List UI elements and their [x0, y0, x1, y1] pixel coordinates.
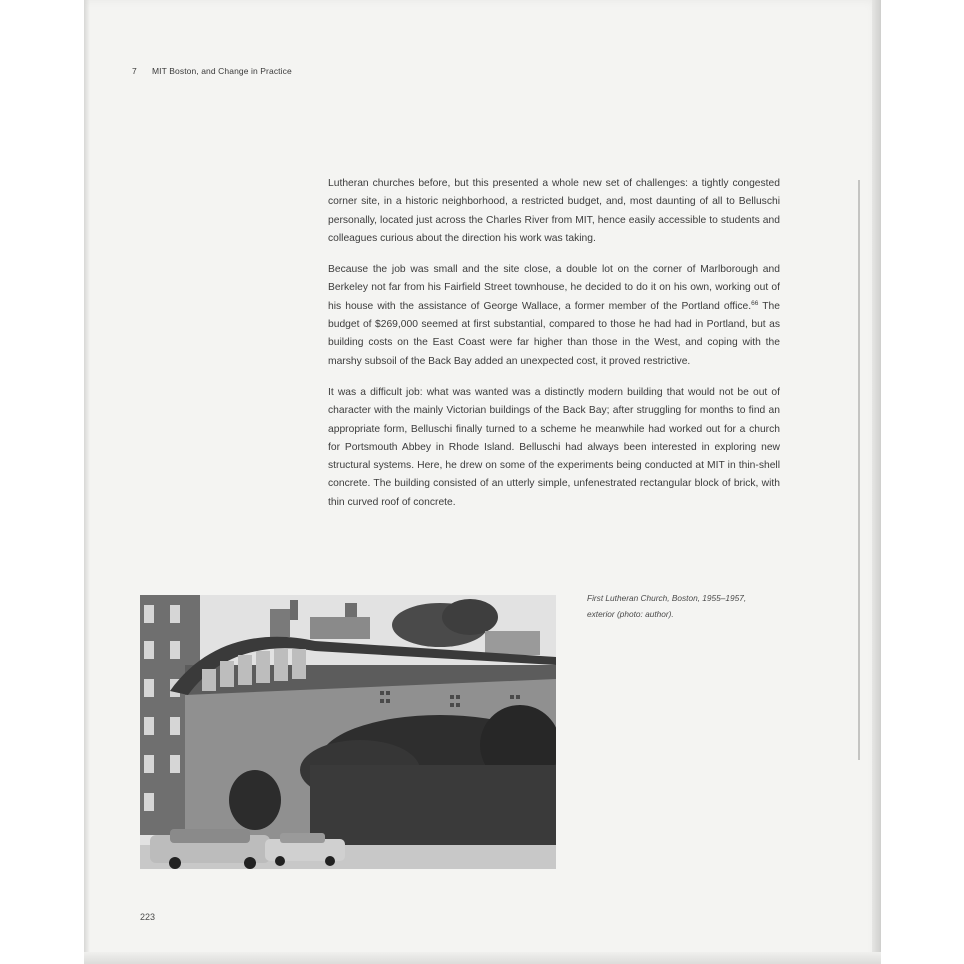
paragraph-text: Lutheran churches before, but this presented a whole new set of challenges: a tightly congested corner site, in a historic neighborhood, a restricted budget, and, most daunting of all to Belluschi personally, located just across the Charles River from MIT, hence easily accessible to students and colleagues curious about the direction his work was taking. — [328, 178, 780, 244]
figure-caption: First Lutheran Church, Boston, 1955–1957, exterior (photo: author). — [587, 593, 747, 619]
page-number: 223 — [140, 912, 156, 922]
body-paragraph — [328, 384, 780, 512]
show-through-line — [858, 180, 860, 760]
running-head — [132, 66, 292, 76]
paragraph-text: Because the job was small and the site close, a double lot on the corner of Marlborough and Berkeley not far from his Fairfield Street townhouse, he decided to do it on his own, working out of his house with the assistance of George Wallace, a former member of the Portland office. — [328, 264, 780, 312]
body-paragraph — [328, 261, 780, 371]
paragraph-text: The budget of $269,000 seemed at first substantial, compared to those he had had in Portland, but as building costs on the East Coast were far higher than those in the West, and coping with the marshy subsoil of the Back Bay added an unexpected cost, it proved restrictive. — [328, 300, 780, 367]
page-bottom-edge — [84, 952, 881, 964]
page-edge — [872, 0, 881, 964]
chapter-number: 7 — [132, 66, 137, 76]
body-text — [328, 175, 780, 525]
church-photograph — [140, 595, 556, 869]
running-head-title: MIT Boston, and Change in Practice — [152, 66, 292, 76]
body-paragraph — [328, 175, 780, 248]
gutter-shadow — [84, 0, 90, 964]
footnote-ref: 66 — [751, 299, 759, 307]
paragraph-text: It was a difficult job: what was wanted was a distinctly modern building that would not be out of character with the mainly Victorian buildings of the Back Bay; after struggling for months to find an appropriate form, Belluschi finally turned to a scheme he meanwhile had worked out for a church for Portsmouth Abbey in Rhode Island. Belluschi had always been interested in exploring new structural systems. Here, he drew on some of the experiments being conducted at MIT in thin-shell concrete. The building consisted of an utterly simple, unfenestrated rectangular block of brick, with thin curved roof of concrete. — [328, 386, 780, 508]
